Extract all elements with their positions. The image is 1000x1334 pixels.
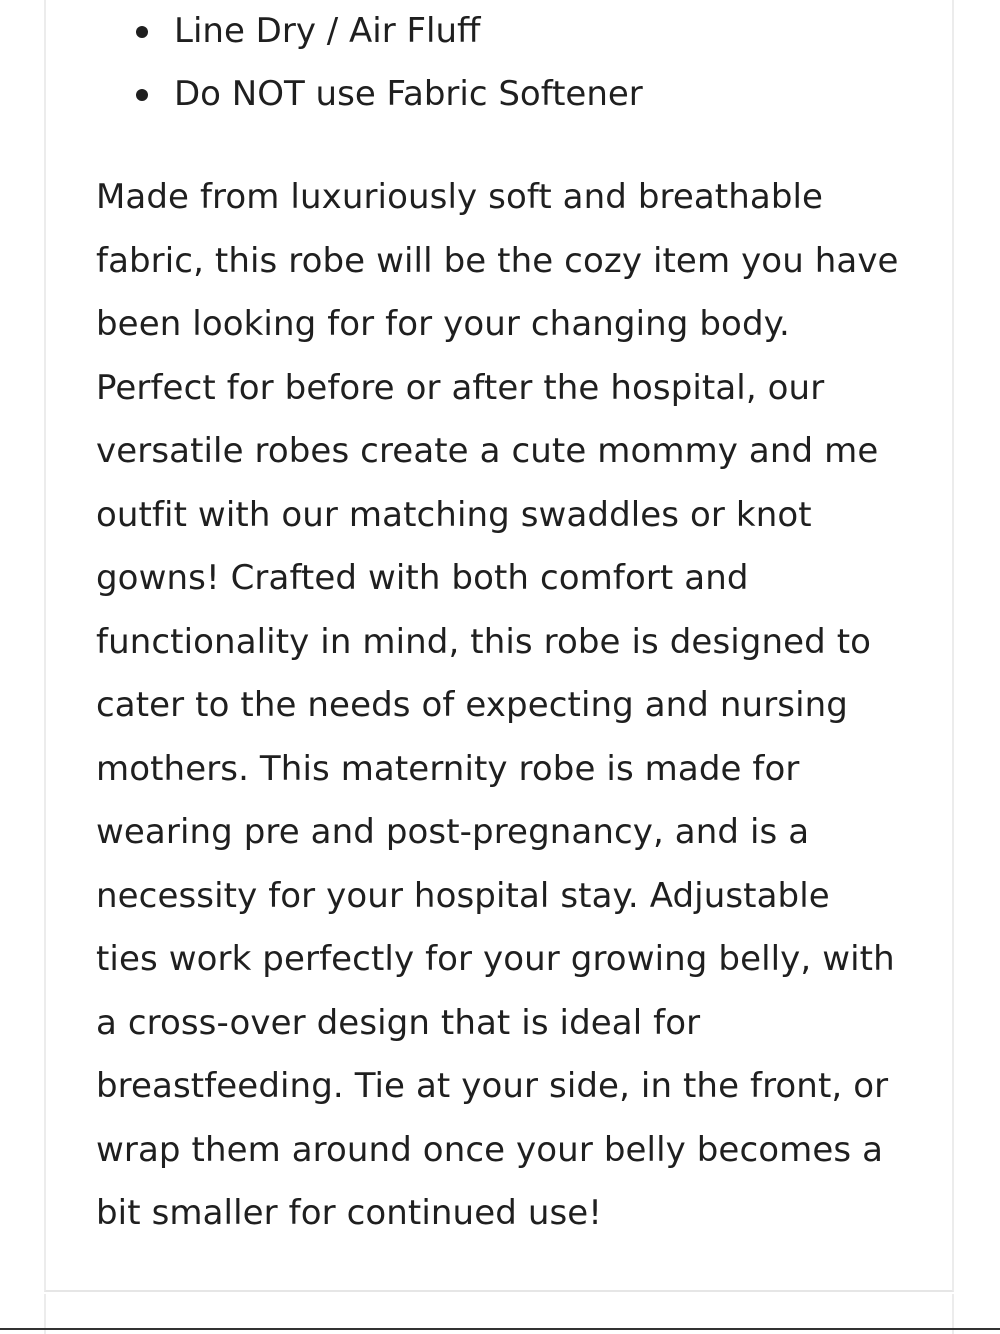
description-line: Perfect for before or after the hospital, our [96, 367, 825, 408]
description-line: wearing pre and post-pregnancy, and is a [96, 812, 810, 852]
description-line: ties work perfectly for your growing belly, with [96, 939, 895, 979]
description-line: necessity for your hospital stay. Adjustable [96, 875, 830, 916]
care-instruction-text: Do NOT use Fabric Softener [174, 74, 643, 114]
care-instruction-item [96, 0, 643, 63]
description-line: a cross-over design that is ideal for [96, 1002, 701, 1043]
description-line: bit smaller for continued use! [96, 1193, 603, 1233]
product-description [96, 166, 916, 1246]
description-line: gowns! Crafted with both comfort and [96, 558, 749, 598]
description-line: fabric, this robe will be the cozy item you have [96, 240, 899, 281]
description-line: wrap them around once your belly becomes a [96, 1129, 884, 1170]
care-instruction-text: Line Dry / Air Fluff [174, 11, 481, 51]
description-line: breastfeeding. Tie at your side, in the front, or [96, 1066, 889, 1106]
description-line: Made from luxuriously soft and breathable [96, 177, 824, 217]
description-line: outfit with our matching swaddles or knot [96, 494, 812, 535]
description-line: mothers. This maternity robe is made for [96, 748, 800, 789]
care-instructions-list [96, 0, 643, 126]
description-line: cater to the needs of expecting and nursing [96, 685, 848, 725]
description-line: been looking for for your changing body. [96, 304, 790, 344]
bullet-icon [136, 26, 148, 38]
care-instruction-item [96, 63, 643, 126]
bullet-icon [136, 89, 148, 101]
description-line: functionality in mind, this robe is designed to [96, 621, 872, 662]
description-line: versatile robes create a cute mommy and me [96, 431, 879, 471]
